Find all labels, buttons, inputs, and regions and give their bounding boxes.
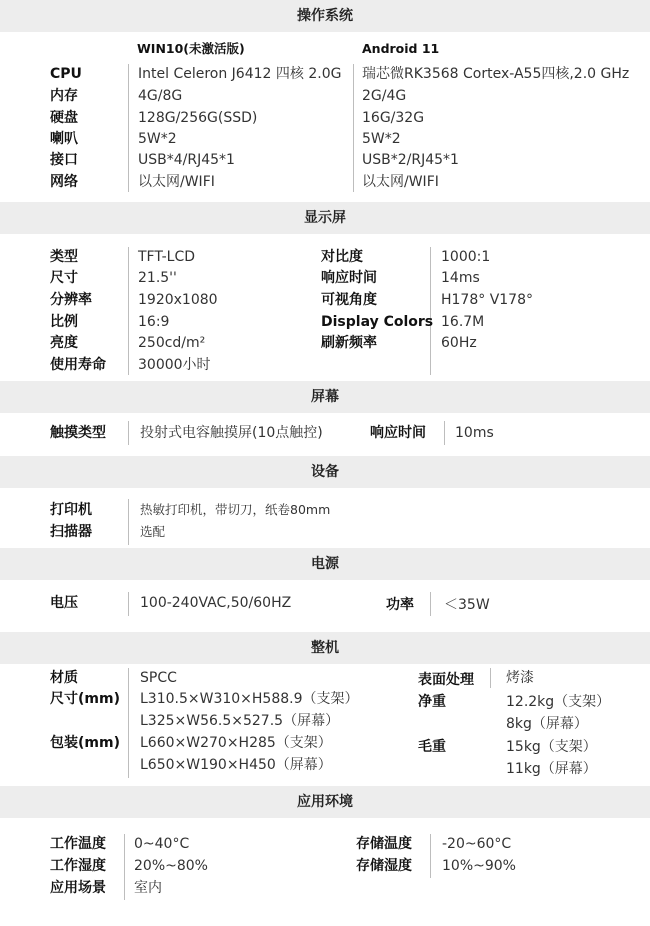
machine-divider-2 [490, 668, 491, 688]
display-value-brightness: 250cd/m² [138, 335, 206, 351]
display-value-resolution: 1920x1080 [138, 292, 218, 308]
os-label-memory: 内存 [50, 88, 78, 104]
power-label-watt: 功率 [386, 597, 414, 613]
display-value-lifespan: 30000小时 [138, 357, 211, 373]
display-value-size: 21.5'' [138, 270, 177, 286]
display-label-brightness: 亮度 [50, 335, 78, 351]
section-header-device: 设备 [0, 456, 650, 488]
display-label-type: 类型 [50, 249, 78, 265]
display-label-size: 尺寸 [50, 270, 78, 286]
screen-divider-1 [128, 421, 129, 445]
env-value-store-humidity: 10%~90% [442, 858, 516, 874]
env-label-store-temp: 存储温度 [356, 836, 412, 852]
machine-value-net-stand: 12.2kg（支架） [506, 694, 611, 710]
machine-value-surface: 烤漆 [506, 670, 534, 686]
machine-value-package-screen: L650×W190×H450（屏幕） [140, 757, 332, 773]
display-label-refresh: 刷新频率 [321, 335, 377, 351]
device-value-scanner: 选配 [140, 524, 166, 539]
env-label-store-humidity: 存储湿度 [356, 858, 412, 874]
machine-divider-1 [128, 668, 129, 778]
os-label-speaker: 喇叭 [50, 131, 78, 147]
power-value-watt: ＜35W [444, 597, 490, 613]
os-divider-2 [353, 64, 354, 192]
os-win-network: 以太网/WIFI [138, 174, 215, 190]
machine-value-material: SPCC [140, 670, 177, 686]
env-label-work-temp: 工作温度 [50, 836, 106, 852]
display-value-response: 14ms [441, 270, 480, 286]
device-label-printer: 打印机 [50, 502, 92, 518]
os-win-speaker: 5W*2 [138, 131, 177, 147]
os-win-cpu: Intel Celeron J6412 四核 2.0G [138, 66, 342, 82]
display-label-lifespan: 使用寿命 [50, 357, 106, 373]
machine-value-gross-stand: 15kg（支架） [506, 739, 597, 755]
env-value-work-temp: 0~40°C [134, 836, 190, 852]
screen-divider-2 [444, 421, 445, 445]
display-value-viewing-angle: H178° V178° [441, 292, 533, 308]
machine-value-package-stand: L660×W270×H285（支架） [140, 735, 332, 751]
device-label-scanner: 扫描器 [50, 524, 92, 540]
display-label-response: 响应时间 [321, 270, 377, 286]
display-label-resolution: 分辨率 [50, 292, 92, 308]
display-label-colors: Display Colors [321, 314, 434, 330]
screen-value-response: 10ms [455, 425, 494, 441]
display-label-viewing-angle: 可视角度 [321, 292, 377, 308]
os-win-disk: 128G/256G(SSD) [138, 110, 258, 126]
display-value-refresh: 60Hz [441, 335, 477, 351]
os-label-cpu: CPU [50, 66, 82, 82]
os-label-network: 网络 [50, 174, 78, 190]
screen-value-touch: 投射式电容触摸屏(10点触控) [140, 425, 323, 441]
os-label-disk: 硬盘 [50, 110, 78, 126]
display-divider-1 [128, 247, 129, 375]
os-win-memory: 4G/8G [138, 88, 183, 104]
machine-label-surface: 表面处理 [418, 672, 474, 688]
screen-label-response: 响应时间 [370, 425, 426, 441]
device-value-printer: 热敏打印机，带切刀，纸卷80mm [140, 502, 331, 517]
device-divider [128, 499, 129, 545]
section-header-power: 电源 [0, 548, 650, 580]
machine-label-material: 材质 [50, 670, 78, 686]
display-value-contrast: 1000:1 [441, 249, 491, 265]
power-divider-2 [430, 592, 431, 616]
os-android-memory: 2G/4G [362, 88, 407, 104]
display-value-ratio: 16:9 [138, 314, 170, 330]
power-label-voltage: 电压 [50, 595, 78, 611]
section-header-environment: 应用环境 [0, 786, 650, 818]
os-android-disk: 16G/32G [362, 110, 425, 126]
section-header-display: 显示屏 [0, 202, 650, 234]
section-header-screen: 屏幕 [0, 381, 650, 413]
env-value-store-temp: -20~60°C [442, 836, 512, 852]
display-value-colors: 16.7M [441, 314, 485, 330]
display-divider-2 [430, 247, 431, 375]
display-label-ratio: 比例 [50, 314, 78, 330]
screen-label-touch: 触摸类型 [50, 425, 106, 441]
env-label-scene: 应用场景 [50, 880, 106, 896]
env-divider-2 [430, 834, 431, 878]
os-win-ports: USB*4/RJ45*1 [138, 152, 235, 168]
os-android-cpu: 瑞芯微RK3568 Cortex-A55四核,2.0 GHz [362, 66, 630, 82]
power-divider-1 [128, 592, 129, 616]
os-android-speaker: 5W*2 [362, 131, 401, 147]
machine-value-net-screen: 8kg（屏幕） [506, 716, 588, 732]
machine-label-net-weight: 净重 [418, 694, 446, 710]
os-android-ports: USB*2/RJ45*1 [362, 152, 459, 168]
machine-value-size-screen: L325×W56.5×527.5（屏幕） [140, 713, 340, 729]
machine-value-gross-screen: 11kg（屏幕） [506, 761, 597, 777]
section-header-machine: 整机 [0, 632, 650, 664]
os-col-win: WIN10(未激活版) [137, 41, 245, 56]
os-android-network: 以太网/WIFI [362, 174, 439, 190]
machine-label-size: 尺寸(mm) [50, 691, 120, 707]
display-value-type: TFT-LCD [138, 249, 196, 265]
env-label-work-humidity: 工作湿度 [50, 858, 106, 874]
env-value-work-humidity: 20%~80% [134, 858, 208, 874]
env-divider-1 [124, 834, 125, 900]
machine-value-size-stand: L310.5×W310×H588.9（支架） [140, 691, 359, 707]
machine-label-gross-weight: 毛重 [418, 739, 446, 755]
display-label-contrast: 对比度 [321, 249, 363, 265]
os-label-ports: 接口 [50, 152, 78, 168]
env-value-scene: 室内 [134, 880, 162, 896]
os-col-android: Android 11 [362, 41, 440, 56]
os-divider-1 [128, 64, 129, 192]
machine-label-package: 包装(mm) [50, 735, 120, 751]
section-header-os: 操作系统 [0, 0, 650, 32]
power-value-voltage: 100-240VAC,50/60HZ [140, 595, 292, 611]
